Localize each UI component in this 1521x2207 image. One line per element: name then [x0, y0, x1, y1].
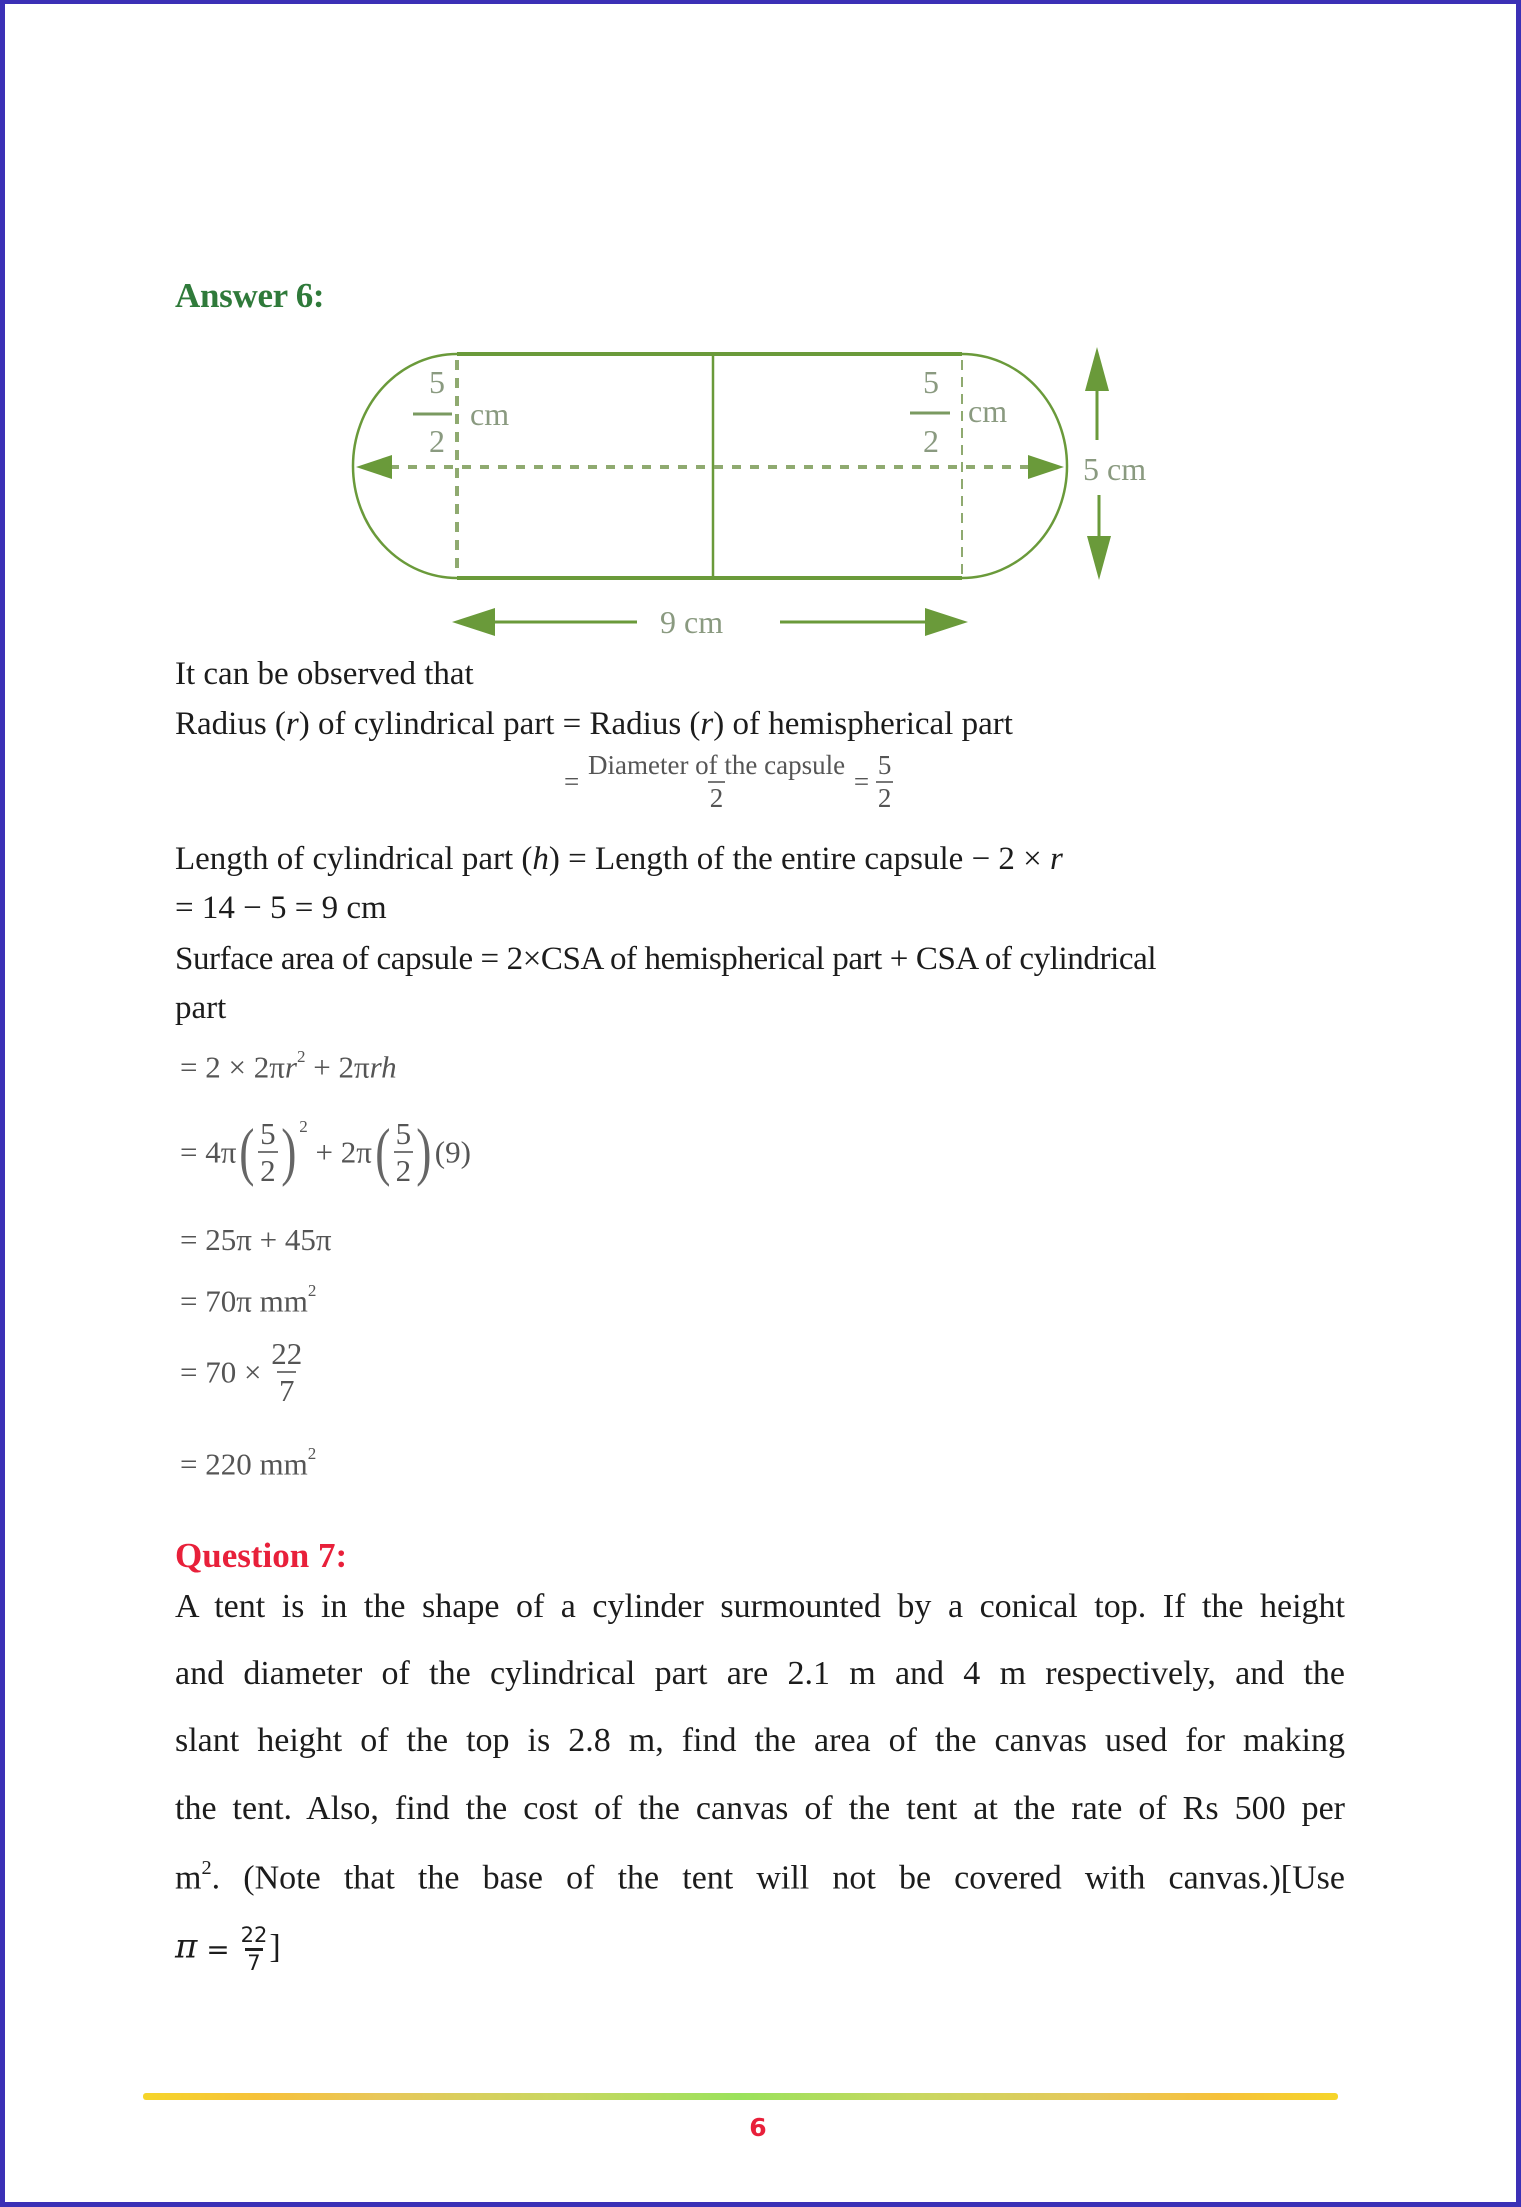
question-line-1: A tent is in the shape of a cylinder surmounted by a conical top. If the height [175, 1588, 1345, 1625]
question-heading: Question 7: [175, 1536, 348, 1575]
length-label: 9 cm [660, 604, 724, 640]
question-line-3: slant height of the top is 2.8 m, find the area of the canvas used for making [175, 1722, 1345, 1759]
answer-heading: Answer 6: [175, 276, 325, 315]
step6-line: = 220 $mm^2$ [180, 1444, 317, 1482]
footer-divider [143, 2093, 1338, 2100]
left-diameter-arrowhead [356, 455, 392, 479]
right-radius-num: 5 [923, 364, 939, 400]
radius-line: Radius (r) of cylindrical part = Radius (r) of hemispherical part [175, 706, 1013, 742]
length-line: Length of cylindrical part (h) = Length of the entire capsule − 2 × r [175, 841, 1063, 877]
step5-line: = 70 × $\frac{22}{7}$ [180, 1336, 303, 1408]
page-number: 6 [749, 2113, 767, 2142]
surface-cont-line: part [175, 990, 227, 1026]
step4-line: = 70π $mm^2$ [180, 1281, 317, 1319]
length-calc-line: = 14 − 5 = 9 cm [175, 890, 387, 926]
left-radius-unit: cm [470, 396, 510, 432]
question-line-5: $m^2$. (Note that the base of the tent will not be covered with canvas.)[Use [175, 1857, 1345, 1897]
question-line-4: the tent. Also, find the cost of the canvas of the tent at the rate of Rs 500 per [175, 1790, 1345, 1827]
right-radius-den: 2 [923, 423, 939, 459]
left-radius-num: 5 [429, 364, 445, 400]
left-radius-den: 2 [429, 423, 445, 459]
step2-line: = 4π( $\frac{5}{2}$ ) $^2$ + 2π( $\frac{5}{2}$ ) (9) [180, 1115, 471, 1189]
capsule-diagram [0, 0, 1521, 700]
pi-note-line: π = $\frac{22}{7}$ ] [175, 1923, 281, 1975]
height-label: 5 cm [1083, 451, 1147, 487]
step3-line: = 25π + 45π [180, 1222, 332, 1257]
right-diameter-arrowhead [1028, 455, 1064, 479]
capsule-outline [353, 354, 1067, 578]
question-line-2: and diameter of the cylindrical part are 2.1 m and 4 m respectively, and the [175, 1655, 1345, 1692]
diameter-fraction: = $\frac{\text{Diameter of the capsule}}{2}$ = $\frac{5}{2}$ [564, 750, 892, 813]
right-radius-unit: cm [968, 393, 1008, 429]
surface-line: Surface area of capsule = 2×CSA of hemispherical part + CSA of cylindrical [175, 941, 1157, 977]
observe-line: It can be observed that [175, 656, 474, 692]
step1-line: = $2 \times 2\pi r^2 + 2\pi rh$ [180, 1047, 397, 1085]
